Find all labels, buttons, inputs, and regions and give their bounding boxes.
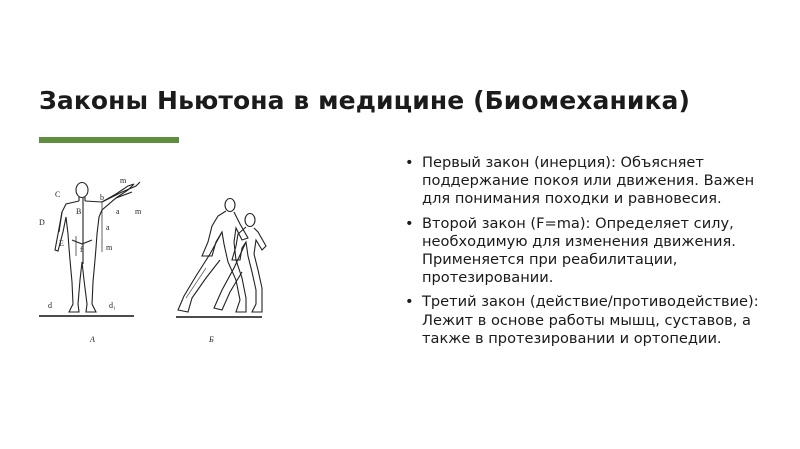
label-a: a (116, 207, 120, 216)
label-d-left: d (48, 301, 52, 310)
standing-figure (55, 182, 140, 312)
label-c: C (55, 190, 61, 199)
label-m-side: m (135, 207, 142, 216)
label-f: f (80, 245, 83, 254)
label-b-upper: B (76, 207, 82, 216)
bullet-third-law: • Третий закон (действие/противодействие): Лежит в основе работы мышц, суставов, а также в протезировании и ортопедии. (404, 293, 774, 348)
bullet-second-law: • Второй закон (F=ma): Определяет силу, необходимую для изменения движения. Применяется при реабилитации, протезировании. (404, 215, 774, 288)
caption-a: А (90, 335, 95, 344)
label-e: E (59, 239, 64, 248)
caption-b: Б (209, 335, 214, 344)
biomechanics-illustration (36, 172, 276, 350)
bullet-first-law: • Первый закон (инерция): Объясняет поддержание покоя или движения. Важен для понимания походки и равновесия. (404, 154, 774, 209)
label-m-low: m (106, 243, 113, 252)
title-accent-bar (39, 137, 179, 143)
label-a-small: a (106, 223, 110, 232)
label-d-right: d₁ (109, 301, 116, 310)
slide-title: Законы Ньютона в медицине (Биомеханика) (39, 86, 691, 115)
label-b: b (100, 193, 104, 202)
bullet-list (404, 154, 774, 354)
label-d-side: D (39, 218, 45, 227)
walking-figures (178, 199, 266, 313)
label-m-top: m (120, 176, 127, 185)
